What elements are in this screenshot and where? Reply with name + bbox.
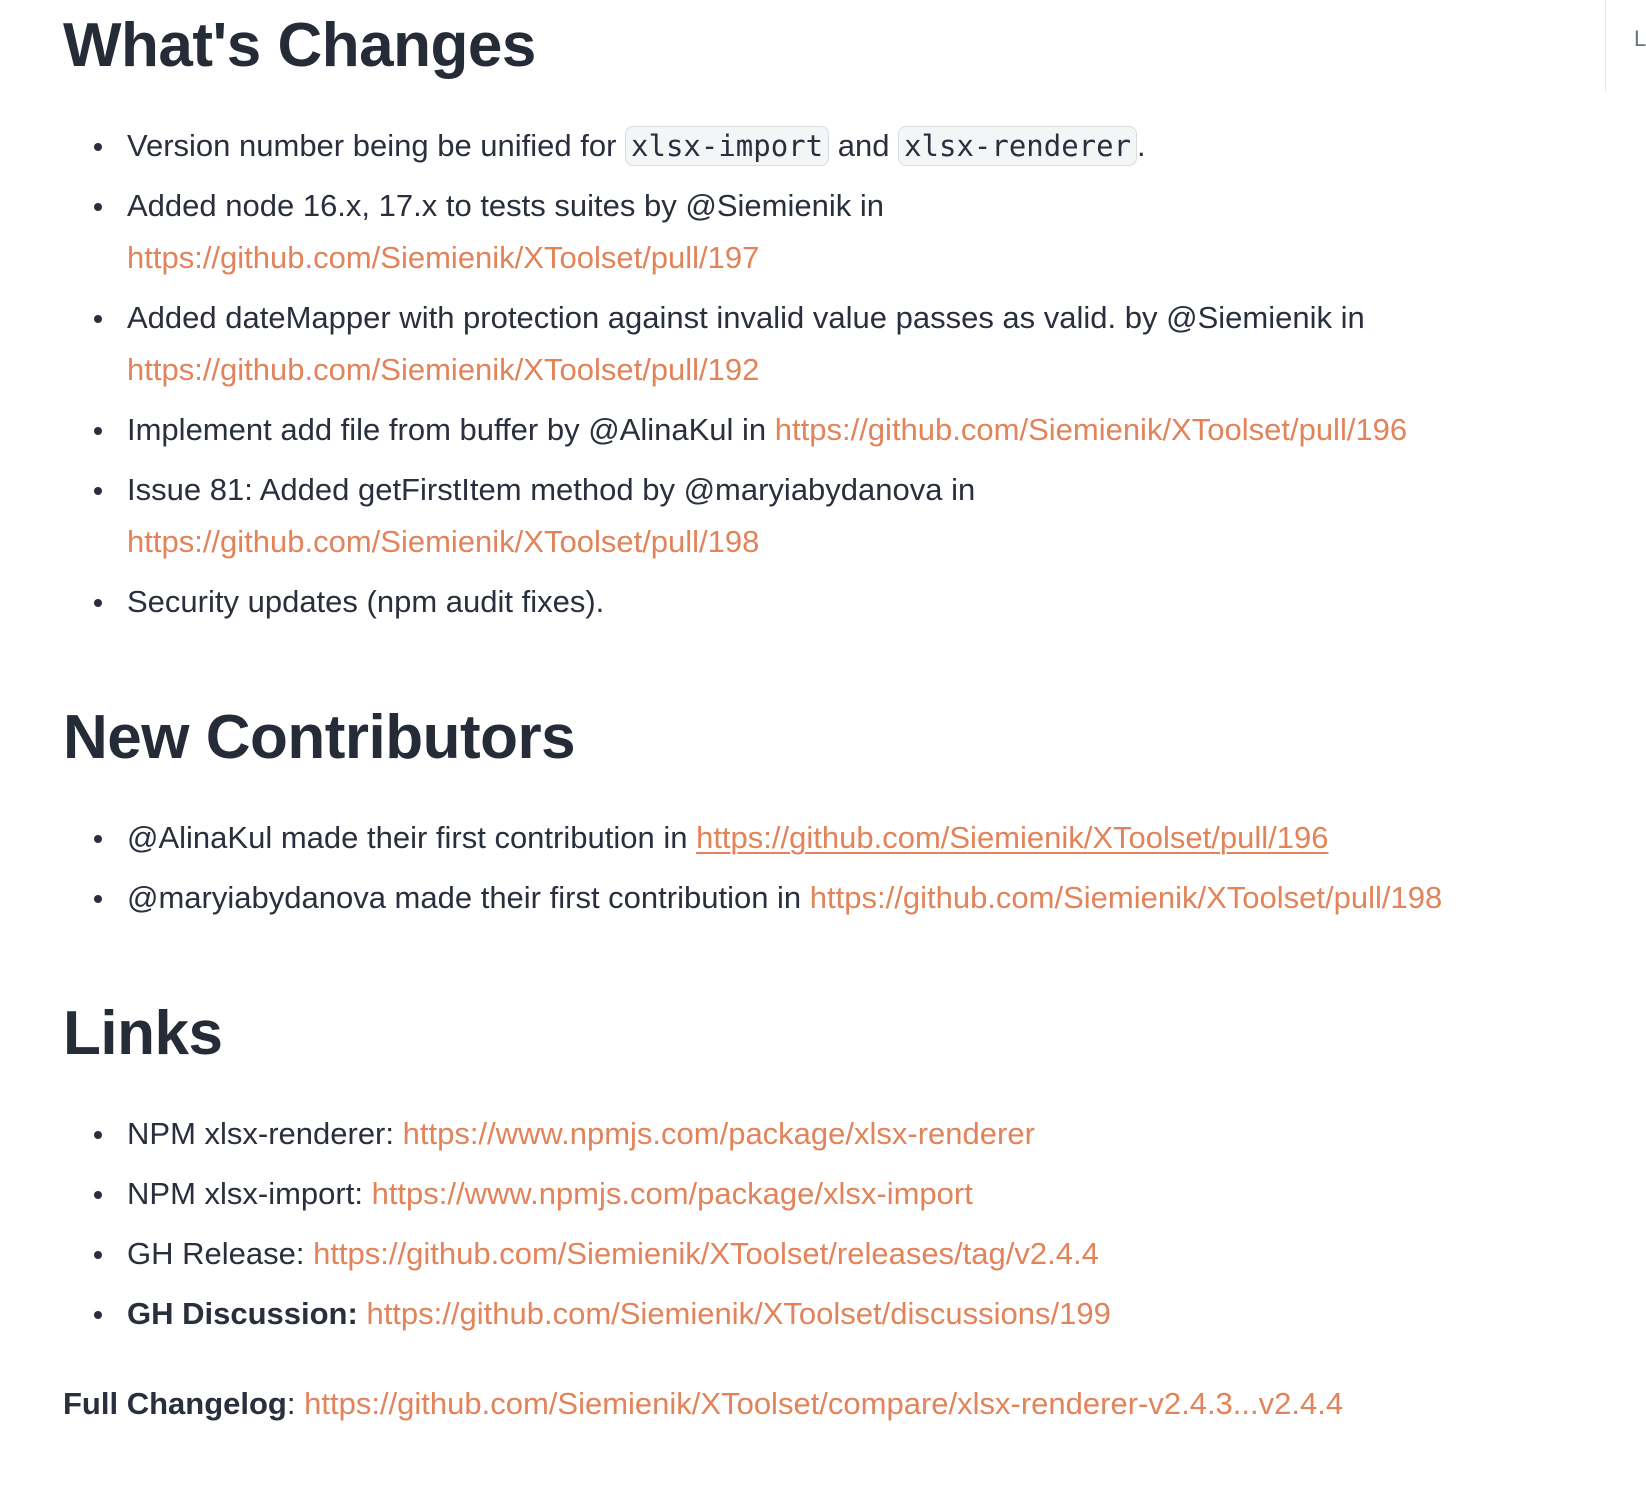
npm-xlsx-import-link[interactable]: https://www.npmjs.com/package/xlsx-import bbox=[371, 1176, 973, 1211]
list-item bbox=[127, 1228, 1563, 1280]
pull-198-link[interactable]: https://github.com/Siemienik/XToolset/pull/198 bbox=[127, 524, 760, 559]
item-text: @maryiabydanova made their first contribution in bbox=[127, 880, 810, 915]
compare-link[interactable]: https://github.com/Siemienik/XToolset/compare/xlsx-renderer-v2.4.3...v2.4.4 bbox=[304, 1386, 1344, 1421]
contributor-pull-198-link[interactable]: https://github.com/Siemienik/XToolset/pull/198 bbox=[809, 880, 1443, 915]
list-item bbox=[127, 1108, 1563, 1160]
changes-list bbox=[63, 120, 1563, 628]
contributors-list bbox=[63, 812, 1563, 924]
sidebar-edge-text: L bbox=[1634, 26, 1646, 51]
changelog-label: Full Changelog bbox=[63, 1386, 287, 1421]
contributor-pull-196-link[interactable]: https://github.com/Siemienik/XToolset/pull/196 bbox=[696, 820, 1329, 855]
new-contributors-heading: New Contributors bbox=[63, 703, 576, 772]
gh-release-link[interactable]: https://github.com/Siemienik/XToolset/releases/tag/v2.4.4 bbox=[313, 1236, 1099, 1271]
pull-197-link[interactable]: https://github.com/Siemienik/XToolset/pull/197 bbox=[127, 240, 760, 275]
links-list bbox=[63, 1108, 1563, 1340]
item-text: Added dateMapper with protection against invalid value passes as valid. by @Siemienik in bbox=[127, 300, 1365, 335]
changelog-separator: : bbox=[286, 1386, 305, 1421]
gh-discussion-link[interactable]: https://github.com/Siemienik/XToolset/discussions/199 bbox=[366, 1296, 1111, 1331]
list-item bbox=[127, 464, 1563, 568]
list-item bbox=[127, 1168, 1563, 1220]
pull-192-link[interactable]: https://github.com/Siemienik/XToolset/pull/192 bbox=[127, 352, 760, 387]
full-changelog bbox=[63, 1378, 1563, 1430]
whats-changes-heading: What's Changes bbox=[63, 11, 536, 80]
item-text: Added node 16.x, 17.x to tests suites by @Siemienik in bbox=[127, 188, 884, 223]
link-label: GH Release: bbox=[127, 1236, 314, 1271]
item-text: Security updates (npm audit fixes). bbox=[127, 584, 605, 619]
item-text: Version number being be unified for bbox=[127, 128, 626, 163]
list-item bbox=[127, 292, 1563, 396]
release-notes bbox=[63, 0, 1563, 1430]
link-label: GH Discussion: bbox=[127, 1296, 358, 1331]
item-text: . bbox=[1137, 128, 1146, 163]
item-text: Implement add file from buffer by @AlinaKul in bbox=[127, 412, 775, 447]
links-heading: Links bbox=[63, 999, 223, 1068]
item-text: Issue 81: Added getFirstItem method by @maryiabydanova in bbox=[127, 472, 976, 507]
item-text: @AlinaKul made their first contribution in bbox=[127, 820, 697, 855]
list-item bbox=[127, 812, 1563, 864]
link-label: NPM xlsx-renderer: bbox=[127, 1116, 403, 1151]
sidebar-divider bbox=[1605, 0, 1606, 92]
list-item bbox=[127, 872, 1563, 924]
list-item bbox=[127, 1288, 1563, 1340]
pull-196-link[interactable]: https://github.com/Siemienik/XToolset/pull/196 bbox=[774, 412, 1408, 447]
list-item bbox=[127, 120, 1563, 172]
list-item bbox=[127, 576, 1563, 628]
code-xlsx-import: xlsx-import bbox=[625, 126, 829, 166]
list-item bbox=[127, 404, 1563, 456]
list-item bbox=[127, 180, 1563, 284]
link-label: NPM xlsx-import: bbox=[127, 1176, 372, 1211]
item-text: and bbox=[829, 128, 899, 163]
npm-xlsx-renderer-link[interactable]: https://www.npmjs.com/package/xlsx-renderer bbox=[402, 1116, 1035, 1151]
code-xlsx-renderer: xlsx-renderer bbox=[898, 126, 1137, 166]
